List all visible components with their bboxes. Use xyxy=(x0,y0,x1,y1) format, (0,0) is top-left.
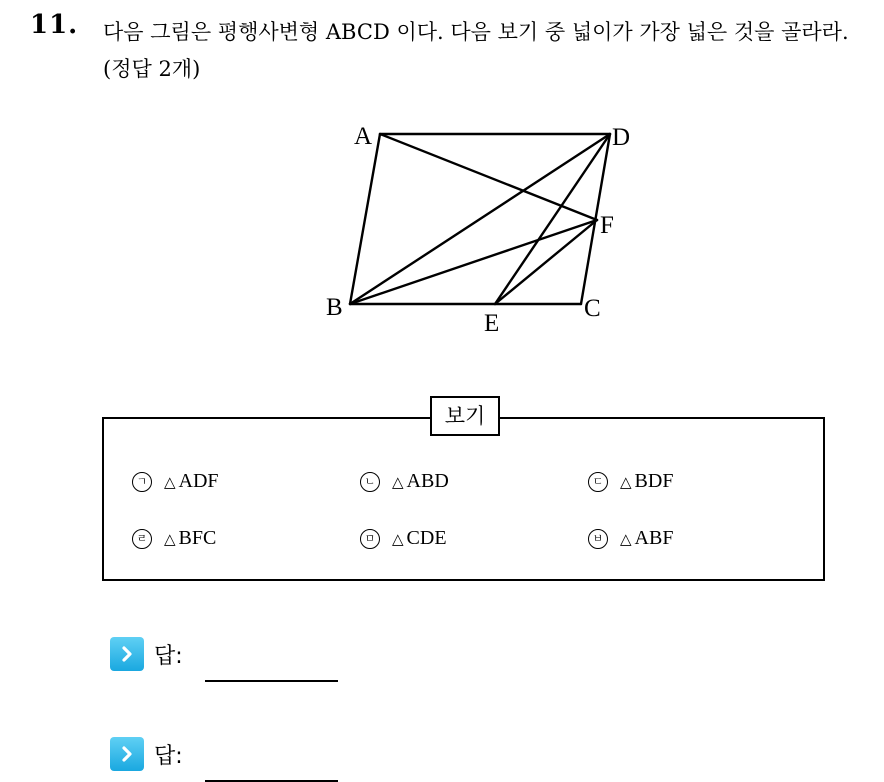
answer-row-1 xyxy=(110,637,338,671)
option-marker: ㄹ xyxy=(132,529,152,549)
option-1 xyxy=(132,470,219,493)
option-marker: ㄴ xyxy=(360,472,380,492)
vertex-label-c: C xyxy=(584,295,601,322)
answer-row-2 xyxy=(110,737,338,771)
option-2 xyxy=(360,470,449,493)
segment-bf xyxy=(350,220,597,304)
answer-label: 답: xyxy=(154,643,183,669)
side-ab xyxy=(350,134,380,304)
segment-ef xyxy=(495,220,597,304)
option-3 xyxy=(588,470,673,493)
option-text: ABF xyxy=(634,527,674,549)
option-4 xyxy=(132,527,216,550)
chevron-right-icon xyxy=(110,637,144,671)
segment-bd xyxy=(350,134,610,304)
bogi-title: 보기 xyxy=(430,396,500,436)
vertex-label-b: B xyxy=(326,294,343,321)
option-text: CDE xyxy=(406,527,447,549)
option-marker: ㅂ xyxy=(588,529,608,549)
question-number: 11. xyxy=(30,10,79,40)
option-marker: ㄷ xyxy=(588,472,608,492)
answer-blank[interactable] xyxy=(205,650,338,682)
triangle-symbol: △ xyxy=(620,529,632,548)
parallelogram-figure xyxy=(320,118,640,348)
vertex-label-e: E xyxy=(484,310,500,337)
vertex-label-a: A xyxy=(354,123,373,150)
option-6 xyxy=(588,527,673,550)
option-marker: ㄱ xyxy=(132,472,152,492)
bogi-box xyxy=(102,417,825,581)
triangle-symbol: △ xyxy=(164,529,176,548)
answer-label: 답: xyxy=(154,743,183,769)
chevron-right-icon xyxy=(110,737,144,771)
vertex-label-d: D xyxy=(612,124,631,151)
option-5 xyxy=(360,527,447,550)
option-text: ADF xyxy=(178,470,219,492)
vertex-label-f: F xyxy=(600,212,614,239)
triangle-symbol: △ xyxy=(164,472,176,491)
option-marker: ㅁ xyxy=(360,529,380,549)
option-text: BDF xyxy=(634,470,674,492)
answer-blank[interactable] xyxy=(205,750,338,782)
segment-af xyxy=(380,134,597,220)
option-text: ABD xyxy=(406,470,449,492)
triangle-symbol: △ xyxy=(620,472,632,491)
triangle-symbol: △ xyxy=(392,529,404,548)
option-text: BFC xyxy=(178,527,217,549)
triangle-symbol: △ xyxy=(392,472,404,491)
question-text: 다음 그림은 평행사변형 ABCD 이다. 다음 보기 중 넓이가 가장 넓은 것을 골라라.(정답 2개) xyxy=(103,20,849,81)
